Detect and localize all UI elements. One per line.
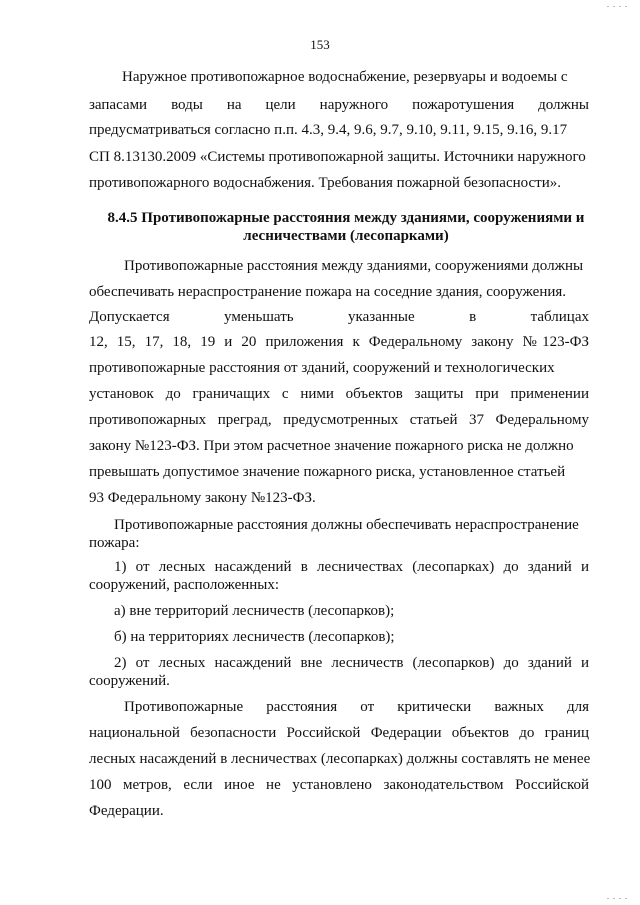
section-heading: 8.4.5 Противопожарные расстояния между зданиями, сооружениями и <box>107 210 585 226</box>
para3-line: Противопожарные расстояния должны обеспечивать нераспространение <box>114 517 579 533</box>
para5-line: 2) от лесных насаждений вне лесничеств (лесопарков) до зданий и <box>114 655 589 671</box>
para2-line: Допускается уменьшать указанные в таблицах <box>89 309 589 325</box>
para6-line: Федерации. <box>89 803 164 819</box>
para4-line: 1) от лесных насаждений в лесничествах (лесопарках) до зданий и <box>114 559 589 575</box>
para2-line: противопожарные расстояния от зданий, сооружений и технологических <box>89 360 555 376</box>
para6-line: лесных насаждений в лесничествах (лесопарках) должны составлять не менее <box>89 751 591 767</box>
para2-line: установок до граничащих с ними объектов защиты при применении <box>89 386 589 402</box>
para2-line: противопожарных преград, предусмотренных статьей 37 Федеральному <box>89 412 589 428</box>
para1-line: противопожарного водоснабжения. Требования пожарной безопасности». <box>89 175 562 191</box>
para1-line: предусматриваться согласно п.п. 4.3, 9.4, 9.6, 9.7, 9.10, 9.11, 9.15, 9.16, 9.17 <box>89 122 568 138</box>
para1-line: Наружное противопожарное водоснабжение, резервуары и водоемы с <box>122 69 568 85</box>
para1-line: запасами воды на цели наружного пожаротушения должны <box>89 97 589 113</box>
para2-line: закону №123-ФЗ. При этом расчетное значение пожарного риска не должно <box>89 438 574 454</box>
section-heading: лесничествами (лесопарками) <box>243 228 449 244</box>
para6-line: Противопожарные расстояния от критически важных для <box>124 699 589 715</box>
para2-line: превышать допустимое значение пожарного риска, установленное статьей <box>89 464 566 480</box>
para2-line: 93 Федеральному закону №123-ФЗ. <box>89 490 316 506</box>
para6-line: 100 метров, если иное не установлено законодательством Российской <box>89 777 589 793</box>
scan-mark-top: . . . . <box>607 0 628 9</box>
para5-line: сооружений. <box>89 673 170 689</box>
para4-line: сооружений, расположенных: <box>89 577 280 593</box>
list-item-a: а) вне территорий лесничеств (лесопарков); <box>114 603 395 619</box>
scan-mark-bottom: . . . . <box>607 892 628 901</box>
page-number: 153 <box>310 37 330 52</box>
para3-line: пожара: <box>89 535 140 551</box>
para2-line: Противопожарные расстояния между зданиями, сооружениями должны <box>124 258 584 274</box>
para6-line: национальной безопасности Российской Федерации объектов до границ <box>89 725 589 741</box>
para2-line: обеспечивать нераспространение пожара на соседние здания, сооружения. <box>89 284 567 300</box>
para1-line: СП 8.13130.2009 «Системы противопожарной защиты. Источники наружного <box>89 149 586 165</box>
para2-line: 12, 15, 17, 18, 19 и 20 приложения к Федеральному закону №123-ФЗ <box>89 334 589 350</box>
list-item-b: б) на территориях лесничеств (лесопарков); <box>114 629 395 645</box>
